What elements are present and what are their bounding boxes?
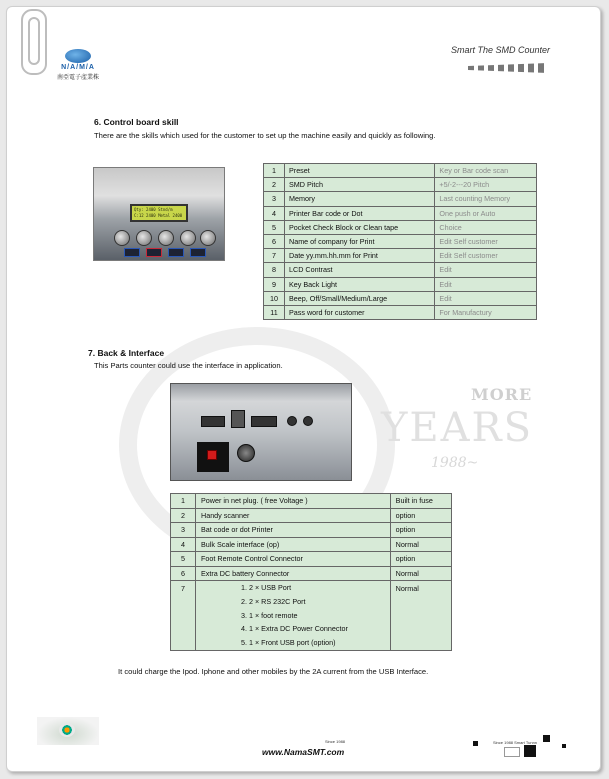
footer-logo [37, 717, 99, 745]
row-item: Memory [285, 192, 435, 206]
power-switch-icon [207, 450, 217, 460]
row-number: 10 [264, 291, 285, 305]
logo-mark-icon [65, 49, 91, 63]
row-note: option [390, 508, 451, 523]
table-row [264, 249, 537, 263]
dc-jack-icon [303, 416, 313, 426]
row-item: Key Back Light [285, 277, 435, 291]
row-description: One push or Auto [435, 206, 537, 220]
footer-since: Since 1988 [325, 739, 346, 744]
company-logo [43, 49, 113, 81]
rs232-port-icon [251, 416, 277, 427]
row-description: +5/-2---20 Pitch [435, 178, 537, 192]
table-row [264, 305, 537, 319]
row-number: 8 [264, 263, 285, 277]
row-item: Printer Bar code or Dot [285, 206, 435, 220]
row-number: 6 [264, 234, 285, 248]
row-note: option [390, 552, 451, 567]
panel-button-icon [190, 248, 206, 257]
row-description: Edit [435, 291, 537, 305]
row-item: Bulk Scale interface (op) [196, 537, 391, 552]
row-number: 3 [171, 523, 196, 538]
knob-icon [180, 230, 196, 246]
panel-button-icon [146, 248, 162, 257]
row-note: Normal [390, 581, 451, 651]
row-item: LCD Contrast [285, 263, 435, 277]
row-item: Foot Remote Control Connector [196, 552, 391, 567]
row-description: Edit Self customer [435, 234, 537, 248]
knob-icon [136, 230, 152, 246]
row-number: 7 [264, 249, 285, 263]
section6-title: 6. Control board skill [94, 117, 179, 127]
lcd-line: Qty: 2400 Stnd/m [134, 207, 173, 212]
document-page [6, 6, 601, 772]
row-item: Handy scanner [196, 508, 391, 523]
panel-button-icon [168, 248, 184, 257]
list-item: 5. 1 × Front USB port (option) [241, 638, 336, 648]
control-board-photo [93, 167, 225, 261]
row-item: Date yy.mm.hh.mm for Print [285, 249, 435, 263]
table-row [171, 566, 452, 581]
row-number: 5 [171, 552, 196, 567]
table-row [171, 552, 452, 567]
row-item: Name of company for Print [285, 234, 435, 248]
table-row [171, 537, 452, 552]
decor-square-icon [543, 735, 550, 742]
back-panel-photo [170, 383, 352, 481]
foot-remote-jack-icon [287, 416, 297, 426]
row-description: Edit [435, 277, 537, 291]
watermark-year: 1988~ [431, 455, 479, 471]
scale-connector-icon [237, 444, 255, 462]
watermark-more: MORE [471, 385, 533, 404]
row-item: Beep, Off/Small/Medium/Large [285, 291, 435, 305]
row-item: Preset [285, 164, 435, 178]
closing-note: It could charge the Ipod. Iphone and other mobiles by the 2A current from the USB Interface. [118, 667, 429, 676]
knob-icon [200, 230, 216, 246]
row-note: option [390, 523, 451, 538]
row-item: Pocket Check Block or Clean tape [285, 220, 435, 234]
row-number: 4 [171, 537, 196, 552]
knob-icon [158, 230, 174, 246]
table-row [171, 523, 452, 538]
table-row [171, 494, 452, 509]
skill-table [263, 163, 537, 320]
table-row [264, 206, 537, 220]
row-description: Edit [435, 263, 537, 277]
row-number: 3 [264, 192, 285, 206]
logo-subtitle: 南亞電子產業株 [56, 75, 99, 81]
table-row [264, 277, 537, 291]
row-note: Built in fuse [390, 494, 451, 509]
row-number: 2 [264, 178, 285, 192]
decor-square-icon [562, 744, 566, 748]
decor-square-icon [504, 747, 520, 757]
row-item: Bat code or dot Printer [196, 523, 391, 538]
list-item: 3. 1 × foot remote [241, 610, 298, 620]
interface-table [170, 493, 452, 651]
lcd-display [130, 204, 188, 222]
logo-name: N/A/M/A [61, 64, 95, 71]
knob-icon [114, 230, 130, 246]
table-row [264, 164, 537, 178]
table-row [264, 263, 537, 277]
list-item: 4. 1 × Extra DC Power Connector [241, 624, 348, 634]
row-number: 5 [264, 220, 285, 234]
table-row [171, 508, 452, 523]
row-number: 4 [264, 206, 285, 220]
footer-since-right: Since 1988 Smart Tunnn [493, 740, 538, 745]
section7-title: 7. Back & Interface [88, 348, 165, 358]
section7-intro: This Parts counter could use the interface in application. [94, 361, 283, 370]
row-note: Normal [390, 566, 451, 581]
row-item: Power in net plug. ( free Voltage ) [196, 494, 391, 509]
footer-emblem-icon [59, 723, 75, 737]
lcd-line: C:12 2400 Metal 2400 [134, 213, 183, 218]
tagline-decoration [468, 63, 548, 73]
table-row [171, 581, 452, 651]
row-number: 1 [171, 494, 196, 509]
row-description: Edit Self customer [435, 249, 537, 263]
row-description: Last counting Memory [435, 192, 537, 206]
row-number: 11 [264, 305, 285, 319]
list-item: 2. 2 × RS 232C Port [241, 596, 306, 606]
row-number: 7 [171, 581, 196, 651]
decor-square-icon [524, 745, 536, 757]
row-description: Key or Bar code scan [435, 164, 537, 178]
table-row [264, 220, 537, 234]
row-item: Extra DC battery Connector [196, 566, 391, 581]
usb-port-icon [231, 410, 245, 428]
list-item: 1. 2 × USB Port [241, 583, 292, 592]
row-note: Normal [390, 537, 451, 552]
row-number: 6 [171, 566, 196, 581]
row-number: 2 [171, 508, 196, 523]
table-row [264, 291, 537, 305]
row-description: For Manufactury [435, 305, 537, 319]
port-list [196, 581, 391, 651]
row-number: 1 [264, 164, 285, 178]
rs232-port-icon [201, 416, 225, 427]
table-row [264, 234, 537, 248]
header-tagline: Smart The SMD Counter [450, 45, 550, 55]
row-item: SMD Pitch [285, 178, 435, 192]
section6-intro: There are the skills which used for the customer to set up the machine easily and quickly as following. [94, 131, 436, 140]
panel-button-icon [124, 248, 140, 257]
table-row [264, 192, 537, 206]
row-description: Choice [435, 220, 537, 234]
row-number: 9 [264, 277, 285, 291]
row-item: Pass word for customer [285, 305, 435, 319]
decor-square-icon [473, 741, 478, 746]
footer-url: www.NamaSMT.com [262, 747, 345, 757]
watermark-years: YEARS [381, 405, 534, 451]
table-row [264, 178, 537, 192]
